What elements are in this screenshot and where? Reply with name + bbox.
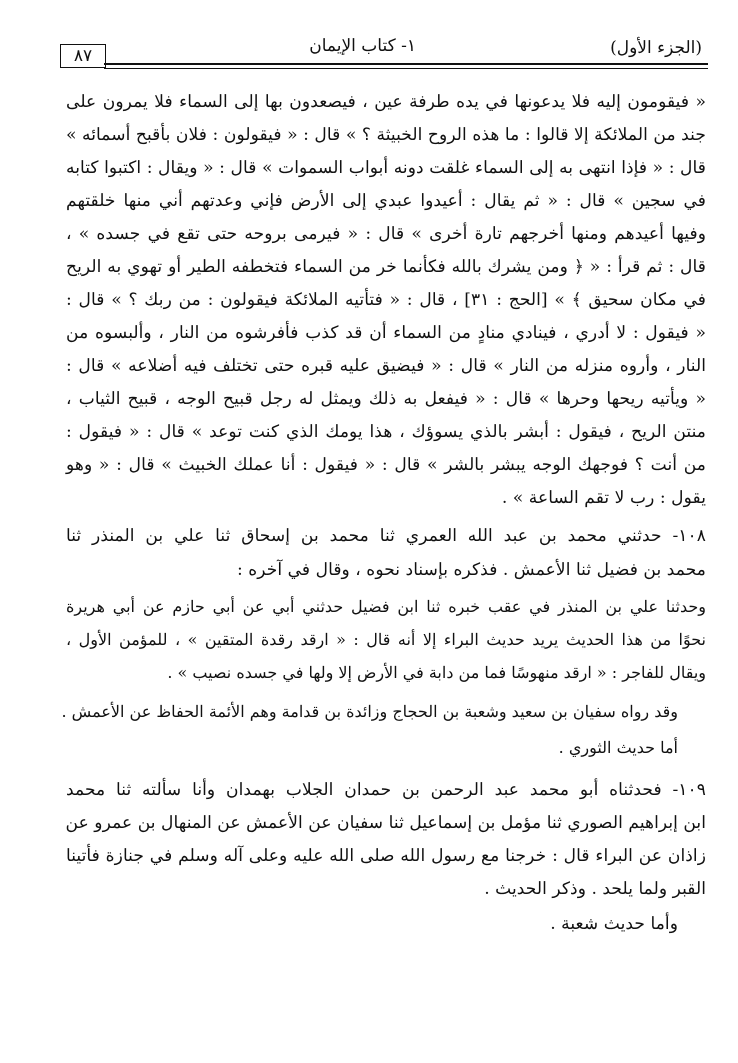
text-line: « فيقول : لا أدري ، فينادي منادٍ من السماء أن قد كذب فأفرشوه من النار ، وألبسوه من	[66, 323, 706, 343]
text-line: قال : ثم قرأ : « ﴿ ومن يشرك بالله فكأنما خر من السماء فتخطفه الطير أو تهوي به الريح	[66, 257, 706, 277]
hadith-108-heading: ١٠٨- حدثني محمد بن عبد الله العمري ثنا محمد بن إسحاق ثنا علي بن المنذر ثنا	[66, 526, 706, 546]
text-line: من أنت ؟ فوجهك الوجه يبشر بالشر » قال : « فيقول : أنا عملك الخبيث » قال : « وهو	[66, 455, 706, 475]
text-line: القبر ولما يلحد . وذكر الحديث .	[484, 879, 706, 899]
page-number: ٨٧	[60, 44, 106, 68]
text-line: ويقال للفاجر : « ارقد منهوسًا فما من دابة في الأرض إلا ولها في جسده نصيب » .	[167, 663, 706, 682]
text-line: يقول : رب لا تقم الساعة » .	[501, 488, 706, 508]
text-line: وأما حديث شعبة .	[550, 914, 678, 934]
chapter-title: ١- كتاب الإيمان	[309, 36, 416, 56]
text-line: في مكان سحيق ﴾ » [الحج : ٣١] ، قال : « فتأتيه الملائكة فيقولون : من ربك ؟ » قال :	[66, 290, 706, 310]
text-line: في سجين » قال : « ثم يقال : أعيدوا عبدي إلى الأرض فإني وعدتهم أني منها خلقتهم	[66, 191, 706, 211]
text-line: منتن الريح ، فيقول : أبشر بالذي يسوؤك ، هذا يومك الذي كنت توعد » قال : « فيقول :	[66, 422, 706, 442]
text-line: قال : « فإذا انتهى به إلى السماء غلقت دونه أبواب السموات » قال : « ويقال : اكتبوا كتابه	[66, 158, 706, 178]
text-line: وفيها أعيدهم ومنها أخرجهم تارة أخرى » قال : « فيرمى بروحه حتى تقع في جسده » ،	[66, 224, 706, 244]
text-line: زاذان عن البراء قال : خرجنا مع رسول الله صلى الله عليه وعلى آله وسلم في جنازة فأتينا	[66, 846, 706, 866]
text-line: نحوًا من هذا الحديث يريد حديث البراء إلا أنه قال : « ارقد رقدة المتقين » ، للمؤمن الأول ،	[66, 630, 707, 649]
volume-label: (الجزء الأول)	[610, 38, 702, 58]
text-line: « فيقومون إليه فلا يدعونها في يده طرفة عين ، فيصعدون بها إلى السماء فلا يمرون على	[66, 92, 706, 112]
text-line: أما حديث الثوري .	[558, 738, 678, 757]
text-line: محمد بن فضيل ثنا الأعمش . فذكره بإسناد نحوه ، وقال في آخره :	[236, 560, 706, 580]
text-line: وقد رواه سفيان بن سعيد وشعبة بن الحجاج وزائدة بن قدامة وهم الأئمة الحفاظ عن الأعمش .	[61, 702, 678, 721]
text-line: جند من الملائكة إلا قالوا : ما هذه الروح الخبيثة ؟ » قال : « فيقولون : فلان بأقبح أسمائه »	[66, 125, 706, 145]
header-rule-thick	[104, 63, 708, 65]
text-line: ابن إبراهيم الصوري ثنا مؤمل بن إسماعيل ثنا سفيان عن الأعمش عن المنهال بن عمرو عن	[65, 813, 706, 833]
text-line: النار ، وأروه منزله من النار » قال : « فيضيق عليه قبره حتى تختلف فيه أضلاعه » قال :	[66, 356, 706, 376]
page-header	[60, 36, 708, 66]
text-line: « ويأتيه ريحها وحرها » قال : « فيفعل به ذلك ويمثل له رجل قبيح الوجه ، قبيح الثياب ،	[66, 389, 706, 409]
text-line: وحدثنا علي بن المنذر في عقب خبره ثنا ابن فضيل حدثني أبي عن أبي حازم عن أبي هريرة	[66, 597, 706, 616]
hadith-109-heading: ١٠٩- فحدثناه أبو محمد عبد الرحمن بن حمدان الجلاب بهمدان وأنا سألته ثنا محمد	[66, 780, 706, 800]
header-rule-thin	[104, 68, 708, 69]
